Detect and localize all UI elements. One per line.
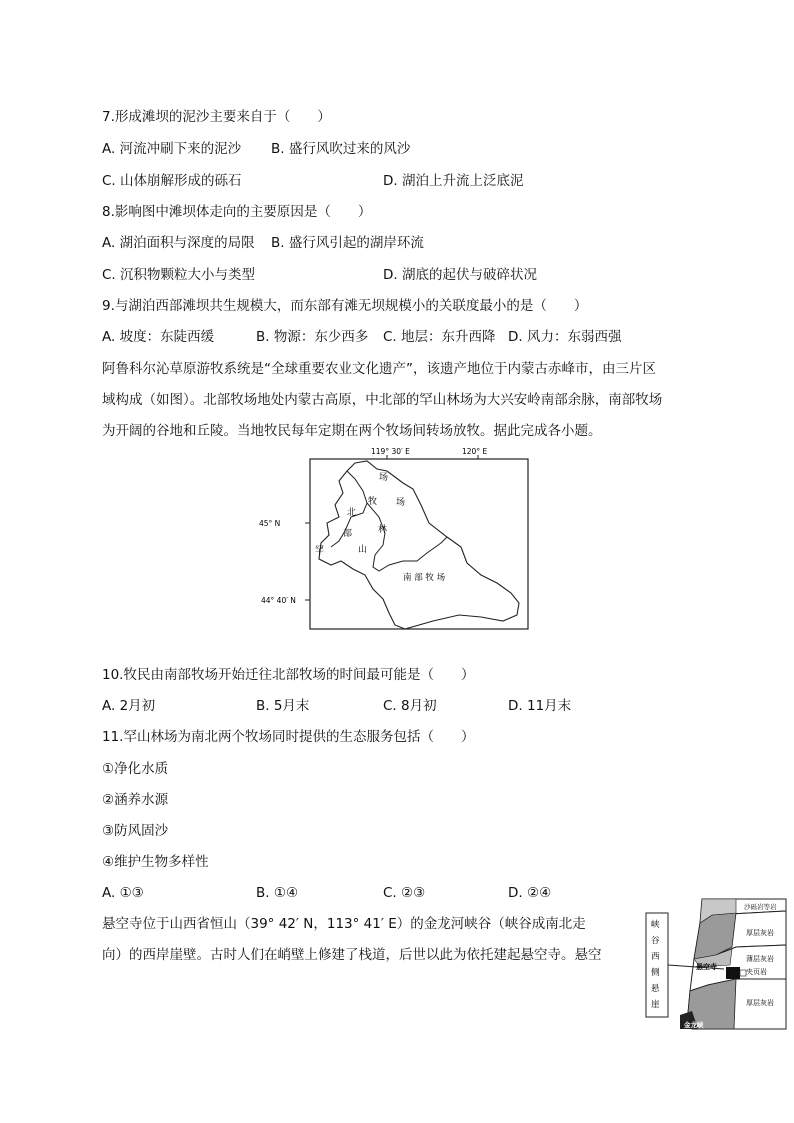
q8-option-b: B. 盛行风引起的湖岸环流 [271,235,424,251]
q9-option-d: D. 风力：东弱西强 [508,329,622,345]
side-label-char-1: 峡 [651,920,660,930]
q11-option-b: B. ①④ [256,885,299,901]
passage1-line-3: 为开阔的谷地和丘陵。当地牧民每年定期在两个牧场间转场放牧。据此完成各小题。 [102,423,602,439]
q11-option-a: A. ①③ [102,885,144,901]
q10-option-a: A. 2月初 [102,698,156,714]
q8-option-d: D. 湖底的起伏与破碎状况 [383,267,537,283]
side-label-char-3: 西 [651,952,660,962]
q9-option-a: A. 坡度：东陡西缓 [102,329,215,345]
q9-option-c: C. 地层：东升西降 [383,329,496,345]
passage1-line-1: 阿鲁科尔沁草原游牧系统是“全球重要农业文化遗产”，该遗产地位于内蒙古赤峰市，由三片区 [102,361,656,377]
gorge-label: 金龙峡 [684,1021,704,1029]
q11-option-d: D. ②④ [508,885,552,901]
q7-option-b: B. 盛行风吹过来的风沙 [271,141,411,157]
q8-stem: 8.影响图中滩坝体走向的主要原因是（ ） [102,204,372,220]
q11-item-1: ①净化水质 [102,761,169,777]
q11-item-2: ②涵养水源 [102,792,169,808]
passage1-line-2: 域构成（如图）。北部牧场地处内蒙古高原，中北部的罕山林场为大兴安岭南部余脉，南部牧场 [102,392,663,408]
forest-char-3: 林 [378,525,388,535]
layer-label-2: 厚层灰岩 [746,929,774,937]
longitude-label-1: 119° 30′ E [371,447,410,456]
q8-option-c: C. 沉积物颗粒大小与类型 [102,267,256,283]
south-pasture-label: 南 部 牧 场 [403,573,446,583]
longitude-label-2: 120° E [462,447,488,456]
layer-label-3a: 薄层灰岩 [746,955,774,963]
forest-char-4: 场 [396,498,406,508]
q8-option-a: A. 湖泊面积与深度的局限 [102,235,255,251]
side-label-char-2: 谷 [651,936,660,946]
passage2-line-1: 悬空寺位于山西省恒山（39° 42′ N，113° 41′ E）的金龙河峡谷（峡谷成南北走 [102,916,586,932]
north-pasture-char-3: 牧 [368,497,378,507]
north-pasture-char-2: 部 [343,529,353,539]
q10-option-d: D. 11月末 [508,698,572,714]
q9-option-b: B. 物源：东少西多 [256,329,369,345]
q11-item-3: ③防风固沙 [102,823,169,839]
side-label-char-4: 侧 [651,968,660,978]
q7-option-c: C. 山体崩解形成的砾石 [102,173,242,189]
q10-option-c: C. 8月初 [383,698,437,714]
layer-label-4: 厚层灰岩 [746,999,774,1007]
q10-option-b: B. 5月末 [256,698,310,714]
rock-layers [668,899,786,1029]
q7-option-d: D. 湖泊上升流上泛底泥 [383,173,524,189]
cliff-diagram [640,893,790,1033]
forest-south-boundary [367,503,447,571]
layer-label-3b: 夹页岩 [746,968,767,976]
q11-item-4: ④维护生物多样性 [102,854,209,870]
side-label-char-6: 崖 [651,1000,660,1010]
layer-label-1: 沙砾岩等岩 [744,903,777,911]
q11-option-c: C. ②③ [383,885,426,901]
region-outline [319,461,519,629]
north-pasture-char-1: 北 [347,508,357,518]
q7-stem: 7.形成滩坝的泥沙主要来自于（ ） [102,109,331,125]
q9-stem: 9.与湖泊西部滩坝共生规模大，而东部有滩无坝规模小的关联度最小的是（ ） [102,298,588,314]
passage2-line-2: 向）的西岸崖壁。古时人们在峭壁上修建了栈道，后世以此为依托建起悬空寺。悬空 [102,947,602,963]
north-pasture-char-4: 场 [379,473,389,483]
latitude-label-1: 45° N [259,519,281,528]
temple-label: 悬空寺 [696,963,717,971]
pasture-map [255,443,535,636]
latitude-label-2: 44° 40′ N [261,596,296,605]
forest-char-2: 山 [358,545,368,555]
q7-option-a: A. 河流冲刷下来的泥沙 [102,141,242,157]
q11-stem: 11.罕山林场为南北两个牧场同时提供的生态服务包括（ ） [102,729,475,745]
q10-stem: 10.牧民由南部牧场开始迁往北部牧场的时间最可能是（ ） [102,667,475,683]
forest-char-1: 罕 [315,546,325,556]
side-label-char-5: 悬 [651,984,660,994]
